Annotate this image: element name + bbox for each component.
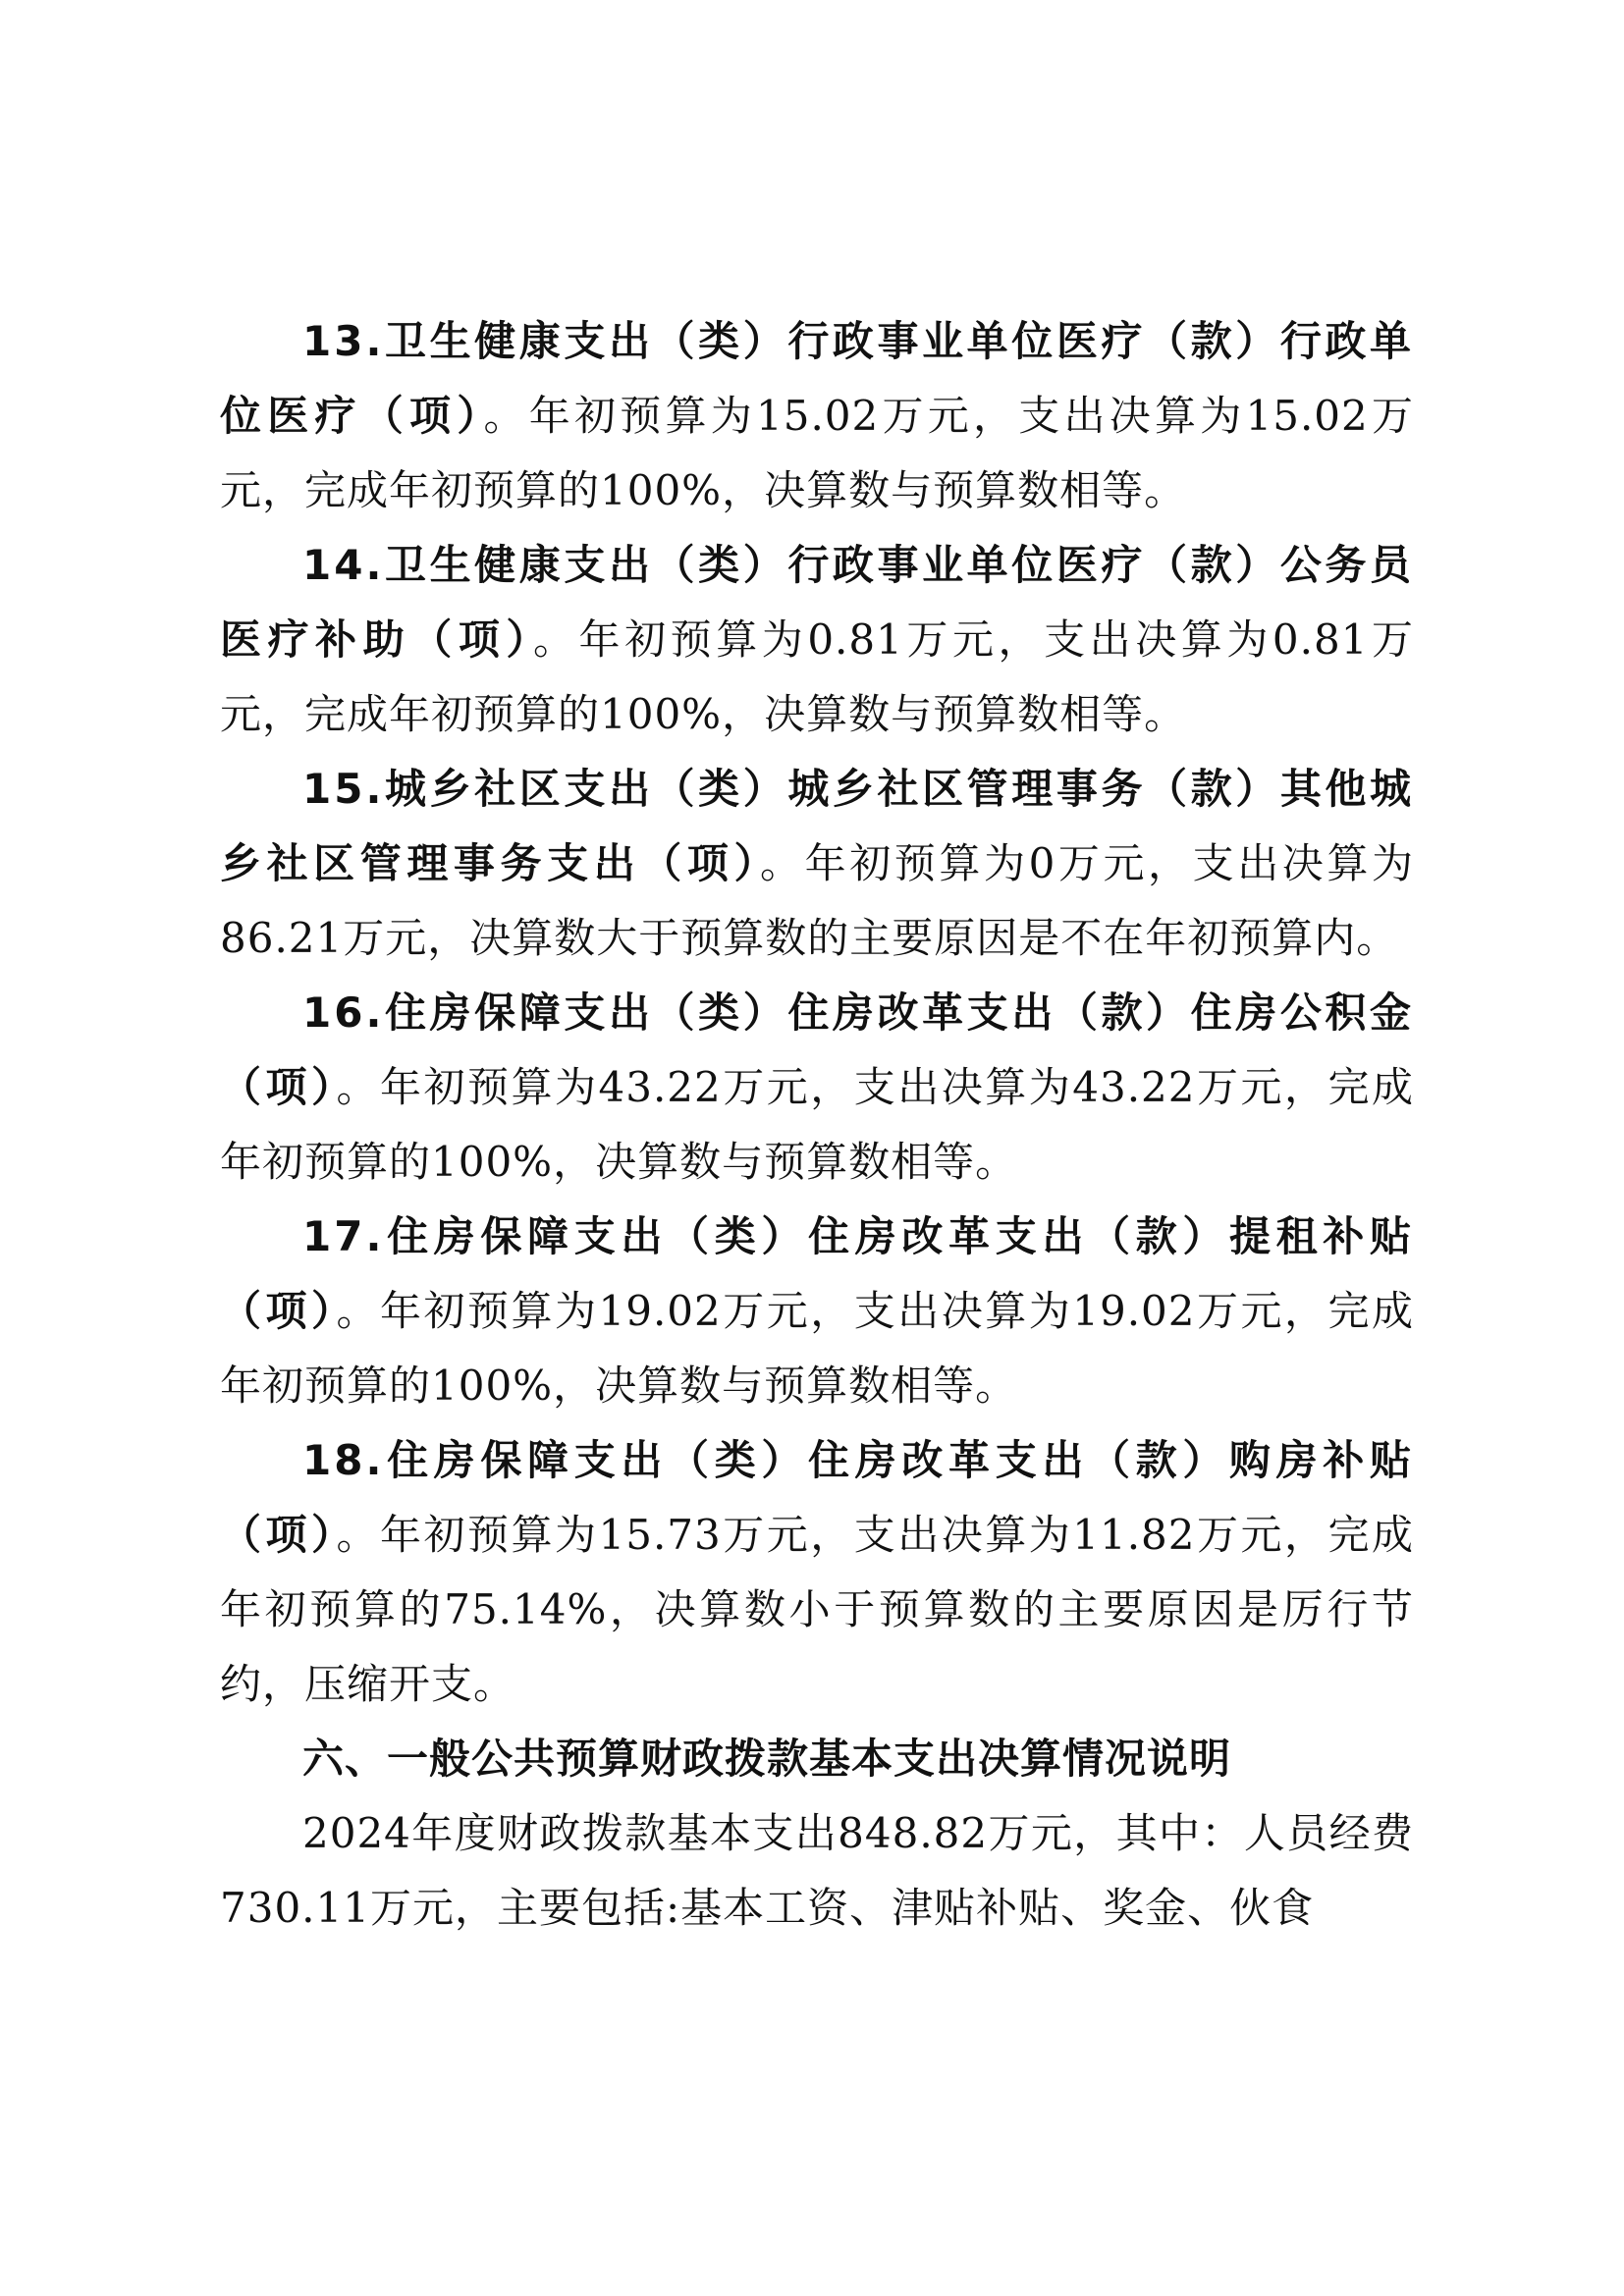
item-17 <box>220 1200 1414 1423</box>
item-16-text: 。年初预算为43.22万元，支出决算为43.22万元，完成年初预算的100%，决算数与预算数相等。 <box>220 1063 1414 1186</box>
section-heading: 六、一般公共预算财政拨款基本支出决算情况说明 <box>302 1735 1232 1783</box>
document-body <box>220 304 1414 1946</box>
item-18-text: 。年初预算为15.73万元，支出决算为11.82万元，完成年初预算的75.14%，决算数小于预算数的主要原因是厉行节约，压缩开支。 <box>220 1511 1414 1708</box>
item-16-title: 16.住房保障支出（类）住房改革支出（款）住房公积金（项） <box>220 988 1414 1111</box>
item-18-title: 18.住房保障支出（类）住房改革支出（款）购房补贴（项） <box>220 1436 1414 1559</box>
item-13-text: 。年初预算为15.02万元，支出决算为15.02万元，完成年初预算的100%，决算数与预算数相等。 <box>220 392 1414 514</box>
item-15-title: 15.城乡社区支出（类）城乡社区管理事务（款）其他城乡社区管理事务支出（项） <box>220 765 1414 887</box>
section-body: 2024年度财政拨款基本支出848.82万元，其中：人员经费730.11万元，主要包括:基本工资、津贴补贴、奖金、伙食 <box>220 1809 1414 1932</box>
item-13 <box>220 304 1414 528</box>
item-17-text: 。年初预算为19.02万元，支出决算为19.02万元，完成年初预算的100%，决算数与预算数相等。 <box>220 1287 1414 1410</box>
item-14 <box>220 528 1414 752</box>
item-14-title: 14.卫生健康支出（类）行政事业单位医疗（款）公务员医疗补助（项） <box>220 541 1414 664</box>
item-13-title: 13.卫生健康支出（类）行政事业单位医疗（款）行政单位医疗（项） <box>220 317 1414 440</box>
item-15-text: 。年初预算为0万元，支出决算为86.21万元，决算数大于预算数的主要原因是不在年初预算内。 <box>220 839 1414 962</box>
item-14-text: 。年初预算为0.81万元，支出决算为0.81万元，完成年初预算的100%，决算数与预算数相等。 <box>220 615 1414 738</box>
item-16 <box>220 976 1414 1200</box>
item-18 <box>220 1423 1414 1722</box>
item-15 <box>220 752 1414 976</box>
item-17-title: 17.住房保障支出（类）住房改革支出（款）提租补贴（项） <box>220 1212 1414 1335</box>
